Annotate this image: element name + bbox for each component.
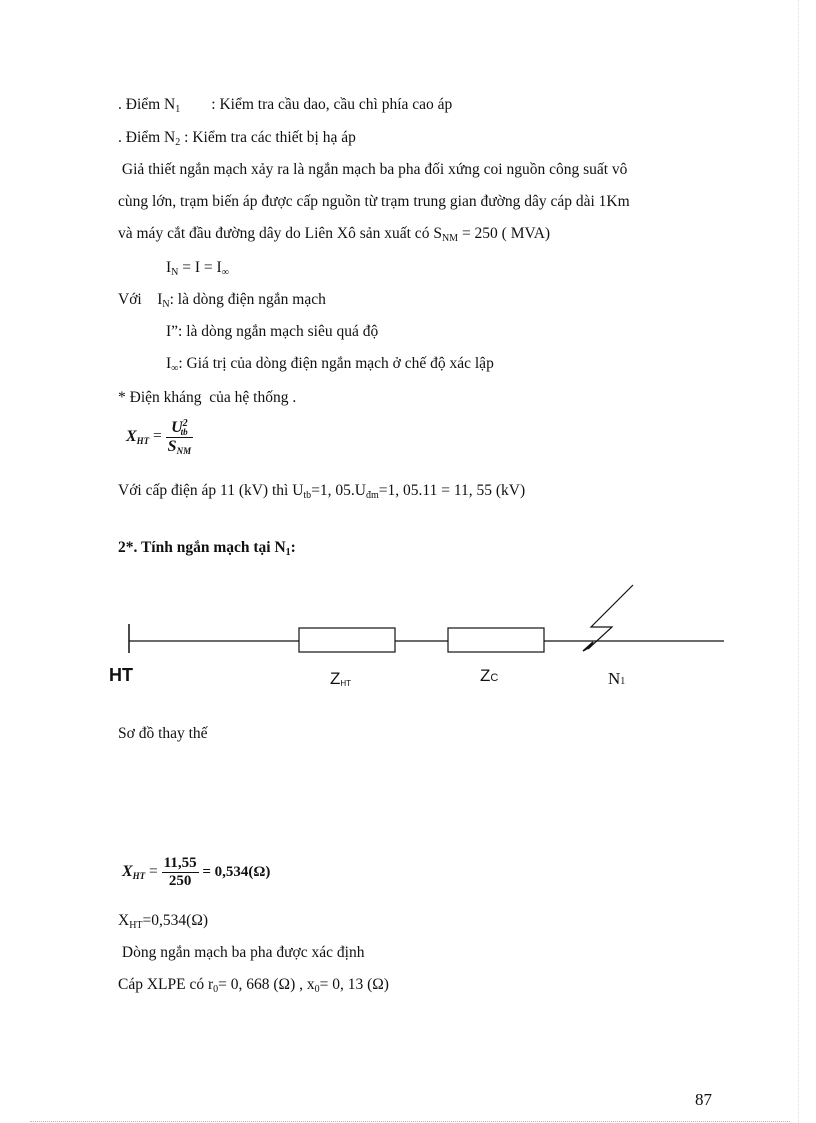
definition-in: Với $I_N$: là dòng điện ngắn mạch (118, 291, 326, 310)
page-border-right (798, 0, 799, 1123)
assumption-line-2: cùng lớn, trạm biến áp được cấp nguồn từ trạm trung gian đường dây cáp dài 1Km (118, 193, 630, 210)
zc-label: ZC (480, 666, 499, 685)
three-phase-current-line: Dòng ngắn mạch ba pha được xác định (118, 944, 365, 961)
current-equation: $I_N = I = I_\infty$ (166, 259, 229, 278)
zht-impedance-box (299, 628, 395, 652)
zht-label: ZHT (330, 669, 352, 688)
assumption-line-1: Giả thiết ngắn mạch xảy ra là ngắn mạch ba pha đối xứng coi nguồn công suất vô (118, 161, 628, 178)
ht-label: HT (109, 665, 133, 685)
page-border-bottom (30, 1121, 790, 1122)
formula-xht: $X_{HT}$ = $\frac{U^2_{tb}}{S_{NM}}$ (126, 418, 192, 456)
fault-lightning-symbol (588, 585, 633, 649)
xht-result: $X_{HT}=0,534(\Omega)$ (118, 912, 209, 931)
point-n1-line: . Điểm $N_1$ : Kiểm tra cầu dao, cầu chì phía cao áp (118, 96, 453, 115)
formula-xht-value: $X_{HT}$ = $\frac{11,55}{250}$ = 0,534(Ω) (122, 855, 271, 889)
cable-parameters: Cáp XLPE có $r_0= 0$, 668 (Ω) , $x_0= 0$, 13 (Ω) (118, 976, 389, 995)
point-n2-line: . Điểm $N_2$ : Kiểm tra các thiết bị hạ áp (118, 129, 356, 148)
zc-impedance-box (448, 628, 544, 652)
system-reactance-heading: * Điện kháng của hệ thống . (118, 389, 297, 406)
n1-label: N1 (608, 669, 626, 688)
page-number: 87 (695, 1090, 712, 1109)
section-heading: 2*. Tính ngắn mạch tại $N_1$: (118, 539, 296, 558)
assumption-line-3: và máy cắt đầu đường dây do Liên Xô sản xuất có $S_{NM} = 250$ ( MVA) (118, 225, 551, 244)
equivalent-circuit-label: Sơ đồ thay thế (118, 725, 208, 742)
definition-i-infinity: $I_\infty$: Giá trị của dòng điện ngắn mạch ở chế độ xác lập (166, 355, 494, 374)
circuit-diagram (100, 575, 740, 695)
voltage-calculation: Với cấp điện áp 11 (kV) thì $U_{tb}=1$, $05.U_{đm}=1$, 05.11 = 11, 55 (kV) (118, 482, 526, 501)
definition-i-double-prime: I”: là dòng ngắn mạch siêu quá độ (166, 323, 379, 340)
